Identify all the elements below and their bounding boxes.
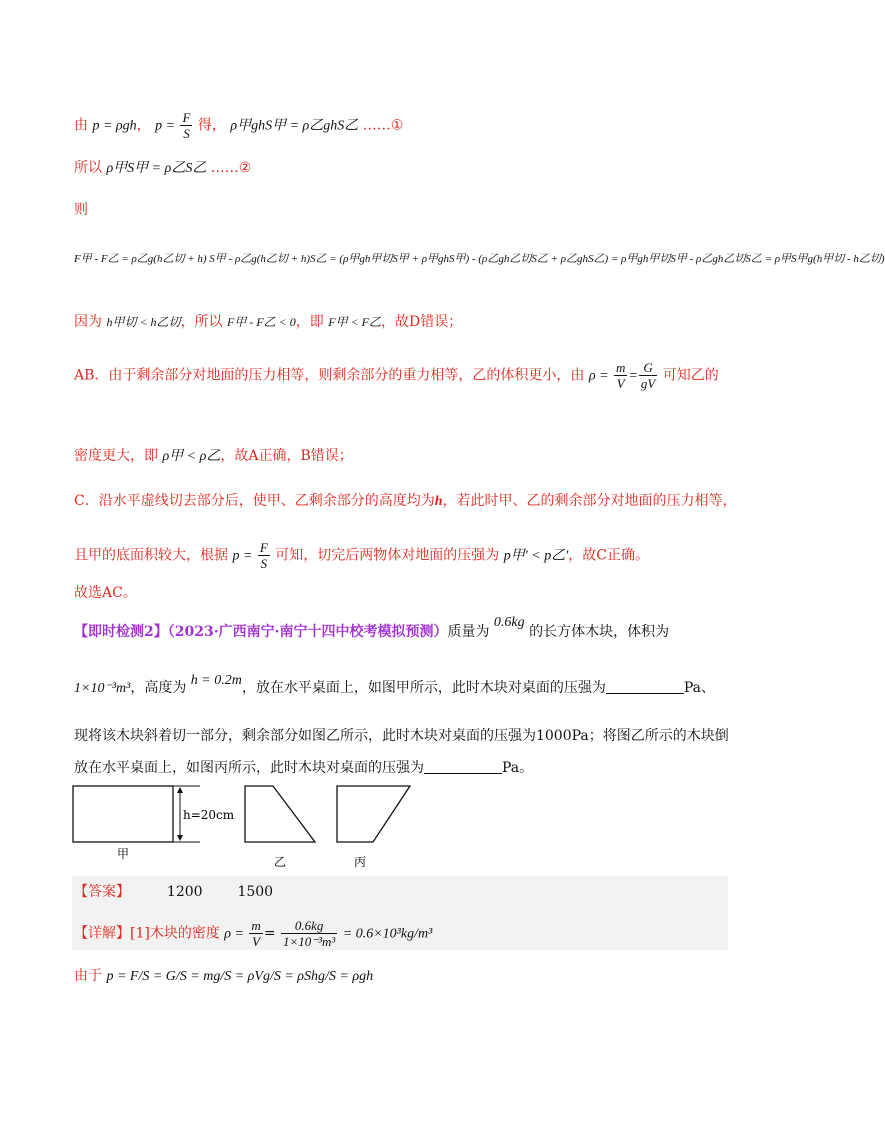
text: 可知乙的 xyxy=(662,367,719,384)
text: 质量为 xyxy=(447,624,490,640)
formula: ρ甲 < ρ乙 xyxy=(162,449,221,464)
text: ，若此时甲、乙的剩余部分对地面的压力相等， xyxy=(442,493,737,509)
block-b xyxy=(245,786,315,842)
text: 可知，切完后两物体对地面的压强为 xyxy=(275,547,500,564)
numerator: G xyxy=(639,360,657,376)
formula: F甲 < F乙 xyxy=(328,315,381,329)
formula: F甲 - F乙 < 0 xyxy=(227,315,296,329)
solution-line-5 xyxy=(74,312,462,332)
answer-tag: 【答案】 xyxy=(74,884,130,900)
answer-blank-1[interactable] xyxy=(606,679,684,694)
denominator: V xyxy=(252,934,261,949)
figure-blocks xyxy=(70,782,430,874)
solution-line-3 xyxy=(74,200,88,220)
formula: p = xyxy=(155,118,176,134)
numerator: 0.6kg xyxy=(281,918,337,934)
question-source: （2023·广西南宁·南宁十四中校考模拟预测） xyxy=(167,624,448,640)
text: [1]木块的密度 xyxy=(130,925,220,942)
text: ，所以 xyxy=(180,314,223,330)
last-line xyxy=(74,966,373,987)
question-line-1 xyxy=(74,615,670,643)
denominator: 1×10⁻³m³ xyxy=(283,934,336,949)
detail-line: 【详解】[1]木块的密度 ρ = $\frac{m}{V}$ = $\frac{0.6kg}{\text{1×10⁻³m³}}$ = 0.6×10³kg/m³ xyxy=(74,918,433,949)
formula: = xyxy=(628,368,638,384)
numerator: F xyxy=(259,540,268,555)
numerator: m xyxy=(615,360,626,375)
text: 放在水平桌面上，如图丙所示，此时木块对桌面的压强为 xyxy=(74,760,424,776)
text: 所以 xyxy=(74,160,102,176)
formula: ρ = xyxy=(224,926,244,942)
question-line-4 xyxy=(74,758,533,778)
text: 因为 xyxy=(74,314,102,330)
solution-line-7 xyxy=(74,446,353,467)
formula: ρ = xyxy=(588,368,609,384)
denominator: V xyxy=(616,376,625,391)
solution-line-9 xyxy=(74,540,649,571)
label-b: 乙 xyxy=(273,855,287,869)
text: 得， xyxy=(197,117,226,134)
question-line-3 xyxy=(74,726,729,746)
text: ，即 xyxy=(295,314,324,330)
text: 密度更大，即 xyxy=(74,448,158,464)
formula: = 0.6×10³kg/m³ xyxy=(342,926,433,942)
text: 故选AC。 xyxy=(74,585,137,601)
text: ，故D错误； xyxy=(381,314,463,330)
fraction xyxy=(281,918,337,949)
text: 由 xyxy=(74,117,88,134)
solution-line-2 xyxy=(74,158,251,179)
answer-value-2: 1500 xyxy=(237,884,274,900)
fraction xyxy=(639,360,657,391)
fraction xyxy=(249,918,262,949)
formula: p = ρgh xyxy=(92,118,137,134)
arrow-head-up xyxy=(177,787,183,793)
formula: ρ甲S甲 = ρ乙S乙 xyxy=(106,161,207,176)
block-c xyxy=(337,786,410,842)
label-c: 丙 xyxy=(353,855,367,869)
text: ，故C正确。 xyxy=(568,547,650,564)
solution-line-10 xyxy=(74,583,137,603)
text: ，高度为 xyxy=(130,680,187,696)
equation-marker: ……① xyxy=(362,117,404,134)
text: C．沿水平虚线切去部分后，使甲、乙剩余部分的高度均为 xyxy=(74,493,435,509)
formula: p甲′ < p乙′ xyxy=(503,548,569,564)
denominator: gV xyxy=(640,376,656,391)
solution-line-1 xyxy=(74,110,403,141)
detail-tag: 【详解】 xyxy=(74,925,130,942)
question-tag: 【即时检测2】 xyxy=(74,624,168,640)
text: ，故A正确，B错误； xyxy=(220,448,353,464)
formula: 0.6kg xyxy=(493,615,525,630)
block-a xyxy=(73,786,173,842)
text: 且甲的底面积较大，根据 xyxy=(74,547,228,564)
text: 的长方体木块，体积为 xyxy=(529,624,670,640)
formula: p = F/S = G/S = mg/S = ρVg/S = ρShg/S = ρgh xyxy=(106,969,374,984)
text: AB．由于剩余部分对地面的压力相等，则剩余部分的重力相等，乙的体积更小，由 xyxy=(74,367,585,384)
answer-blank-2[interactable] xyxy=(424,759,502,774)
dimension-label: h=20cm xyxy=(183,808,235,822)
numerator: m xyxy=(251,918,261,933)
solution-line-6 xyxy=(74,360,719,391)
text: Pa、 xyxy=(683,680,715,696)
label-a: 甲 xyxy=(116,847,130,861)
formula: F甲 - F乙 = ρ乙g(h乙切 + h) S甲 - ρ乙g(h乙切 + h)S乙 = (ρ甲gh甲切S甲 + ρ甲ghS甲) - (ρ乙gh乙切S乙 + ρ乙ghS乙) = ρ甲gh甲切S甲 - ρ乙gh乙切S乙 = ρ甲S甲g(h甲切 - h乙切) xyxy=(74,253,885,265)
arrow-head-down xyxy=(177,835,183,841)
denominator: S xyxy=(183,126,190,141)
text: ， xyxy=(136,117,151,134)
solution-line-4 xyxy=(74,249,885,269)
formula: ρ甲ghS甲 = ρ乙ghS乙 xyxy=(230,118,359,134)
formula: 1×10⁻³m³ xyxy=(74,681,131,696)
text: 则 xyxy=(74,202,88,218)
numerator: F xyxy=(182,110,191,125)
solution-line-8 xyxy=(74,491,737,512)
text: 由于 xyxy=(74,968,102,984)
answer-value-1: 1200 xyxy=(166,884,203,900)
fraction xyxy=(258,540,270,571)
equation-marker: ……② xyxy=(210,160,252,176)
text: Pa。 xyxy=(502,760,534,776)
formula: h甲切 < h乙切 xyxy=(106,315,181,329)
formula: p = xyxy=(232,548,253,564)
answer-line xyxy=(74,882,273,902)
text: ，放在水平桌面上，如图甲所示，此时木块对桌面的压强为 xyxy=(241,680,606,696)
question-line-2 xyxy=(74,673,715,699)
fraction xyxy=(180,110,192,141)
formula: h xyxy=(434,494,443,509)
fraction xyxy=(614,360,627,391)
formula: h = 0.2m xyxy=(190,673,242,688)
denominator: S xyxy=(260,556,268,571)
text: 现将该木块斜着切一部分，剩余部分如图乙所示，此时木块对桌面的压强为1000Pa；将图乙所示的木块倒 xyxy=(74,728,729,744)
